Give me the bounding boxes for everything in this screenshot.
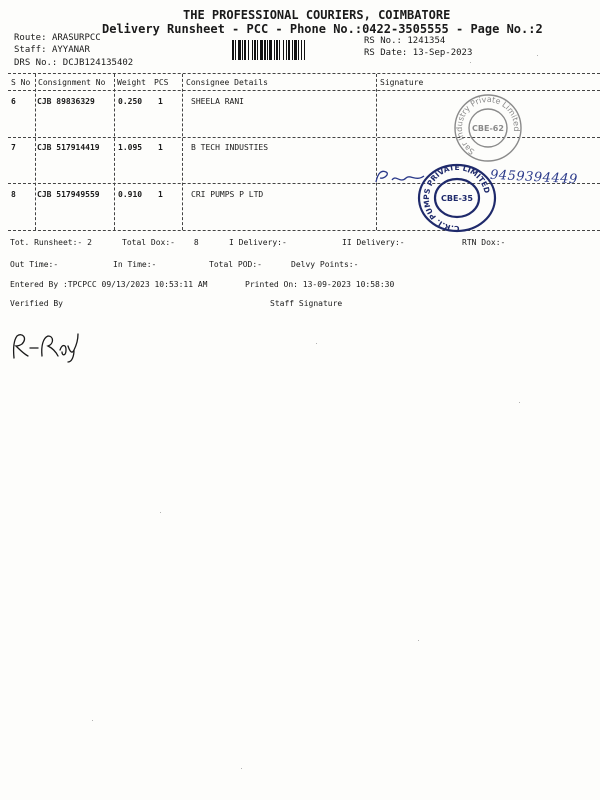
tot-runsheet: Tot. Runsheet:- 2	[10, 238, 92, 247]
total-dox-value: 8	[193, 238, 199, 247]
col-header-consignment: Consignment No	[38, 78, 106, 87]
row-weight: 1.095	[118, 143, 143, 152]
rs-no-line	[364, 36, 445, 46]
rs-date-label: RS Date:	[364, 48, 408, 58]
i-delivery: I Delivery:-	[229, 238, 287, 247]
verifier-signature	[8, 326, 90, 364]
ii-delivery: II Delivery:-	[342, 238, 405, 247]
scan-speck	[537, 55, 538, 56]
row-consignee: SHEELA RANI	[191, 97, 244, 106]
staff-label: Staff:	[14, 45, 47, 55]
scan-speck	[316, 343, 317, 344]
drs-barcode	[232, 40, 356, 60]
scan-speck	[241, 768, 242, 769]
staff-signature-label: Staff Signature	[270, 299, 343, 308]
total-dox	[122, 238, 199, 247]
col-header-sno: S No	[11, 78, 31, 87]
row-pcs: 1	[158, 143, 163, 152]
rs-date-value: 13-Sep-2023	[412, 48, 473, 58]
row-sno: 8	[11, 190, 16, 199]
staff-line	[14, 45, 90, 55]
drs-line	[14, 58, 133, 68]
in-time: In Time:-	[113, 260, 157, 269]
company-seal-stamp	[452, 92, 524, 164]
handwritten-phone-number: 9459394449	[489, 167, 579, 188]
entered-by: Entered By :TPCPCC 09/13/2023 10:53:11 AM	[10, 280, 208, 289]
rs-no-label: RS No.:	[364, 36, 402, 46]
column-divider	[35, 74, 36, 230]
row-consignment: CJB 89836329	[37, 97, 95, 106]
route-label: Route:	[14, 33, 47, 43]
row-sno: 6	[11, 97, 16, 106]
cri-pumps-stamp	[416, 162, 498, 234]
row-consignee: CRI PUMPS P LTD	[191, 190, 264, 199]
staff-value: AYYANAR	[51, 45, 90, 55]
drs-label: DRS No.:	[14, 58, 58, 68]
stamp1-ring-text: Sar Industry Private Limited	[454, 94, 522, 157]
row-weight: 0.250	[118, 97, 143, 106]
scan-speck	[160, 512, 161, 513]
column-divider	[376, 74, 377, 230]
column-divider	[114, 74, 115, 230]
row-pcs: 1	[158, 190, 163, 199]
handwritten-signature-scribble	[372, 164, 428, 188]
col-header-signature: Signature	[380, 78, 424, 87]
col-header-pcs: PCS	[154, 78, 169, 87]
runsheet-title: Delivery Runsheet - PCC - Phone No.:0422-3505555 - Page No.:2	[102, 22, 543, 36]
scan-speck	[418, 640, 419, 641]
rtn-dox: RTN Dox:-	[462, 238, 506, 247]
row-consignment: CJB 517914419	[37, 143, 100, 152]
table-header-border	[8, 90, 600, 91]
stamp1-center-text: CBE-62	[472, 124, 504, 133]
scan-speck	[470, 62, 471, 63]
row-consignee: B TECH INDUSTIES	[191, 143, 269, 152]
table-bottom-border	[8, 230, 600, 231]
row-pcs: 1	[158, 97, 163, 106]
col-header-weight: Weight	[117, 78, 146, 87]
row-consignment: CJB 517949559	[37, 190, 100, 199]
stamp2-ring-text: C.R.I. PUMPS PRIVATE LIMITED	[421, 162, 492, 234]
rs-date-line	[364, 48, 472, 58]
scan-speck	[92, 720, 93, 721]
total-dox-label: Total Dox:-	[122, 238, 175, 247]
row-sno: 7	[11, 143, 16, 152]
delvy-points: Delvy Points:-	[291, 260, 359, 269]
out-time: Out Time:-	[10, 260, 59, 269]
col-header-consignee: Consignee Details	[186, 78, 268, 87]
stamp2-center-text: CBE-35	[441, 194, 473, 203]
company-title: THE PROFESSIONAL COURIERS, COIMBATORE	[183, 8, 451, 22]
verified-by-label: Verified By	[10, 299, 63, 308]
row-weight: 0.910	[118, 190, 143, 199]
column-divider	[182, 74, 183, 230]
table-top-border	[8, 73, 600, 74]
scan-speck	[519, 402, 520, 403]
route-line	[14, 33, 101, 43]
barcode-bar	[305, 40, 306, 60]
drs-value: DCJB124135402	[62, 58, 134, 68]
route-value: ARASURPCC	[51, 33, 101, 43]
rs-no-value: 1241354	[407, 36, 446, 46]
printed-on: Printed On: 13-09-2023 10:58:30	[245, 280, 395, 289]
total-pod: Total POD:-	[209, 260, 262, 269]
